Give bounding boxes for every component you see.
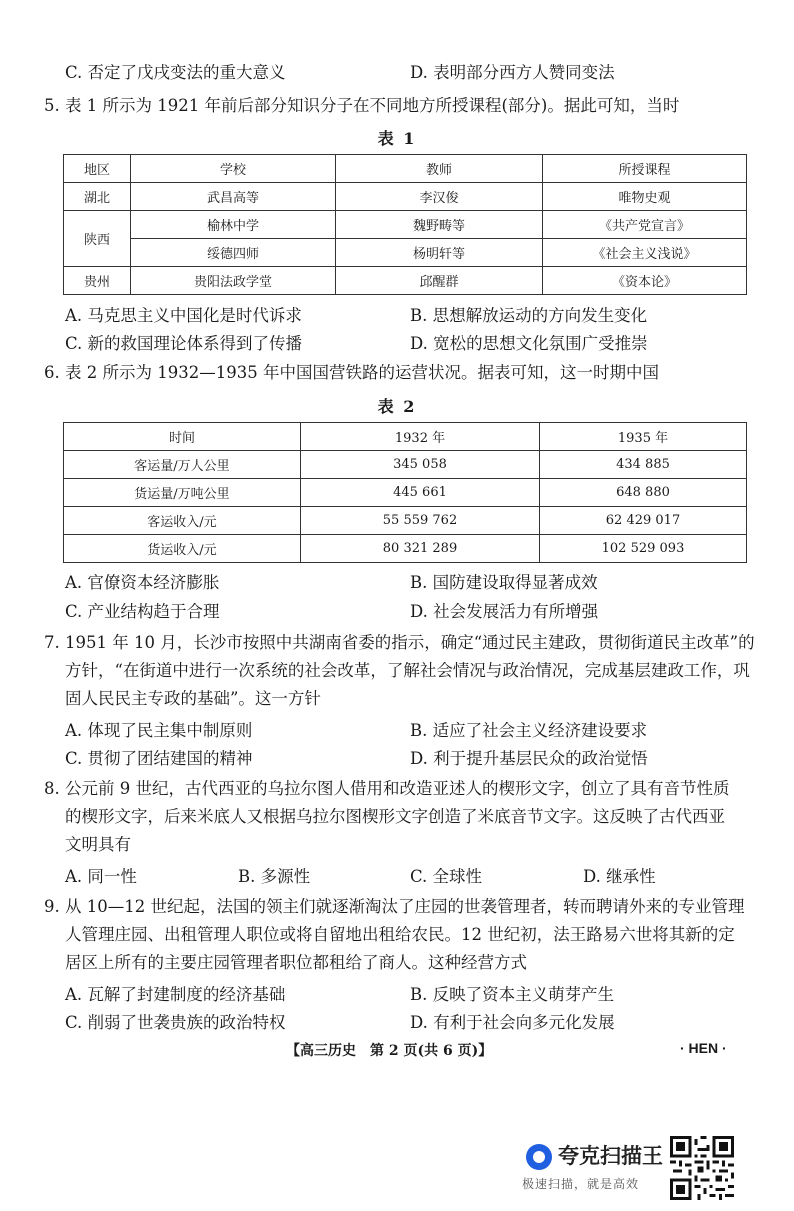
q9-option-c: C. 削弱了世袭贵族的政治特权	[65, 1013, 286, 1032]
table2-caption: 表 2	[377, 397, 417, 416]
q5-option-c: C. 新的救国理论体系得到了传播	[65, 334, 303, 353]
table-cell: 货运量/万吨公里	[64, 479, 301, 507]
q8-option-a: A. 同一性	[65, 867, 137, 886]
table-row	[64, 451, 747, 479]
table-row	[64, 183, 747, 211]
q6-option-d: D. 社会发展活力有所增强	[410, 602, 599, 621]
table1-header-cell: 学校	[131, 155, 336, 183]
table-cell: 唯物史观	[543, 183, 747, 211]
table-cell: 《资本论》	[543, 267, 747, 295]
q5-stem: 5. 表 1 所示为 1921 年前后部分知识分子在不同地方所授课程(部分)。据此可知，当时	[44, 96, 680, 115]
table-cell: 贵阳法政学堂	[131, 267, 336, 295]
scanner-app-name: 夸克扫描王	[558, 1144, 663, 1168]
q7-line: 固人民民主专政的基础”。这一方针	[65, 689, 321, 708]
scanner-logo-icon	[526, 1144, 552, 1170]
table-cell: 102 529 093	[540, 535, 747, 563]
table2-header-cell: 1932 年	[301, 423, 540, 451]
table-cell: 客运收入/元	[64, 507, 301, 535]
q9-line: 9. 从 10—12 世纪起，法国的领主们就逐渐淘汰了庄园的世袭管理者，转而聘请外来的专业管理	[44, 897, 745, 916]
table-cell: 陕西	[64, 211, 131, 267]
table2-header-row	[64, 423, 747, 451]
table1-caption: 表 1	[377, 129, 417, 148]
table-cell: 湖北	[64, 183, 131, 211]
q9-line: 居区上所有的主要庄园管理者职位都租给了商人。这种经营方式	[65, 953, 527, 972]
q6-option-b: B. 国防建设取得显著成效	[410, 573, 598, 592]
q6-option-c: C. 产业结构趋于合理	[65, 602, 220, 621]
table1	[63, 154, 747, 295]
table-row	[64, 267, 747, 295]
table-cell: 客运量/万人公里	[64, 451, 301, 479]
table-cell: 445 661	[301, 479, 540, 507]
table-cell: 《共产党宣言》	[543, 211, 747, 239]
table-row	[64, 507, 747, 535]
q7-line: 方针，“在街道中进行一次系统的社会改革，了解社会情况与政治情况，完成基层建政工作，巩	[65, 661, 750, 680]
table-cell: 榆林中学	[131, 211, 336, 239]
table-cell: 648 880	[540, 479, 747, 507]
q9-line: 人管理庄园、出租管理人职位或将自留地出租给农民。12 世纪初，法王路易六世将其新的定	[65, 925, 735, 944]
table2	[63, 422, 747, 563]
q8-line: 的楔形文字，后来米底人又根据乌拉尔图楔形文字创造了米底音节文字。这反映了古代西亚	[65, 807, 725, 826]
table-cell: 武昌高等	[131, 183, 336, 211]
table1-header-cell: 所授课程	[543, 155, 747, 183]
q9-option-d: D. 有利于社会向多元化发展	[410, 1013, 615, 1032]
table-cell: 李汉俊	[336, 183, 543, 211]
table-row	[64, 535, 747, 563]
q8-option-d: D. 继承性	[583, 867, 656, 886]
footer-code: · HEN ·	[680, 1040, 727, 1056]
q6-option-a: A. 官僚资本经济膨胀	[65, 573, 220, 592]
table-row	[64, 239, 747, 267]
q7-option-d: D. 利于提升基层民众的政治觉悟	[410, 749, 648, 768]
table-cell: 魏野畴等	[336, 211, 543, 239]
table2-header-cell: 时间	[64, 423, 301, 451]
table1-header-cell: 地区	[64, 155, 131, 183]
q8-line: 文明具有	[65, 835, 131, 854]
table-cell: 绥德四师	[131, 239, 336, 267]
q6-stem: 6. 表 2 所示为 1932—1935 年中国国营铁路的运营状况。据表可知，这一时期中国	[44, 363, 659, 382]
q5-option-a: A. 马克思主义中国化是时代诉求	[65, 306, 302, 325]
q7-option-b: B. 适应了社会主义经济建设要求	[410, 721, 648, 740]
table-cell: 345 058	[301, 451, 540, 479]
q9-option-b: B. 反映了资本主义萌芽产生	[410, 985, 615, 1004]
table-cell: 《社会主义浅说》	[543, 239, 747, 267]
table-cell: 62 429 017	[540, 507, 747, 535]
q7-option-a: A. 体现了民主集中制原则	[65, 721, 253, 740]
table-cell: 55 559 762	[301, 507, 540, 535]
table-row	[64, 479, 747, 507]
q4-option-c: C. 否定了戊戌变法的重大意义	[65, 63, 286, 82]
table-cell: 434 885	[540, 451, 747, 479]
table-cell: 邱醒群	[336, 267, 543, 295]
q8-option-c: C. 全球性	[410, 867, 483, 886]
table-cell: 杨明轩等	[336, 239, 543, 267]
q7-option-c: C. 贯彻了团结建国的精神	[65, 749, 253, 768]
q5-option-d: D. 宽松的思想文化氛围广受推崇	[410, 334, 648, 353]
q4-option-d: D. 表明部分西方人赞同变法	[410, 63, 615, 82]
table2-header-cell: 1935 年	[540, 423, 747, 451]
q8-option-b: B. 多源性	[238, 867, 311, 886]
table-cell: 货运收入/元	[64, 535, 301, 563]
qr-code-icon	[670, 1136, 734, 1200]
q5-option-b: B. 思想解放运动的方向发生变化	[410, 306, 648, 325]
q7-line: 7. 1951 年 10 月，长沙市按照中共湖南省委的指示，确定“通过民主建政，贯彻街道民主改革”的	[44, 633, 755, 652]
q8-line: 8. 公元前 9 世纪，古代西亚的乌拉尔图人借用和改造亚述人的楔形文字，创立了具有音节性质	[44, 779, 730, 798]
table1-header-cell: 教师	[336, 155, 543, 183]
table1-header-row	[64, 155, 747, 183]
table-row	[64, 211, 747, 239]
table-cell: 80 321 289	[301, 535, 540, 563]
table-cell: 贵州	[64, 267, 131, 295]
scanner-slogan: 极速扫描，就是高效	[522, 1177, 640, 1191]
q9-option-a: A. 瓦解了封建制度的经济基础	[65, 985, 286, 1004]
page-footer: 【高三历史 第 2 页(共 6 页)】	[286, 1043, 493, 1059]
